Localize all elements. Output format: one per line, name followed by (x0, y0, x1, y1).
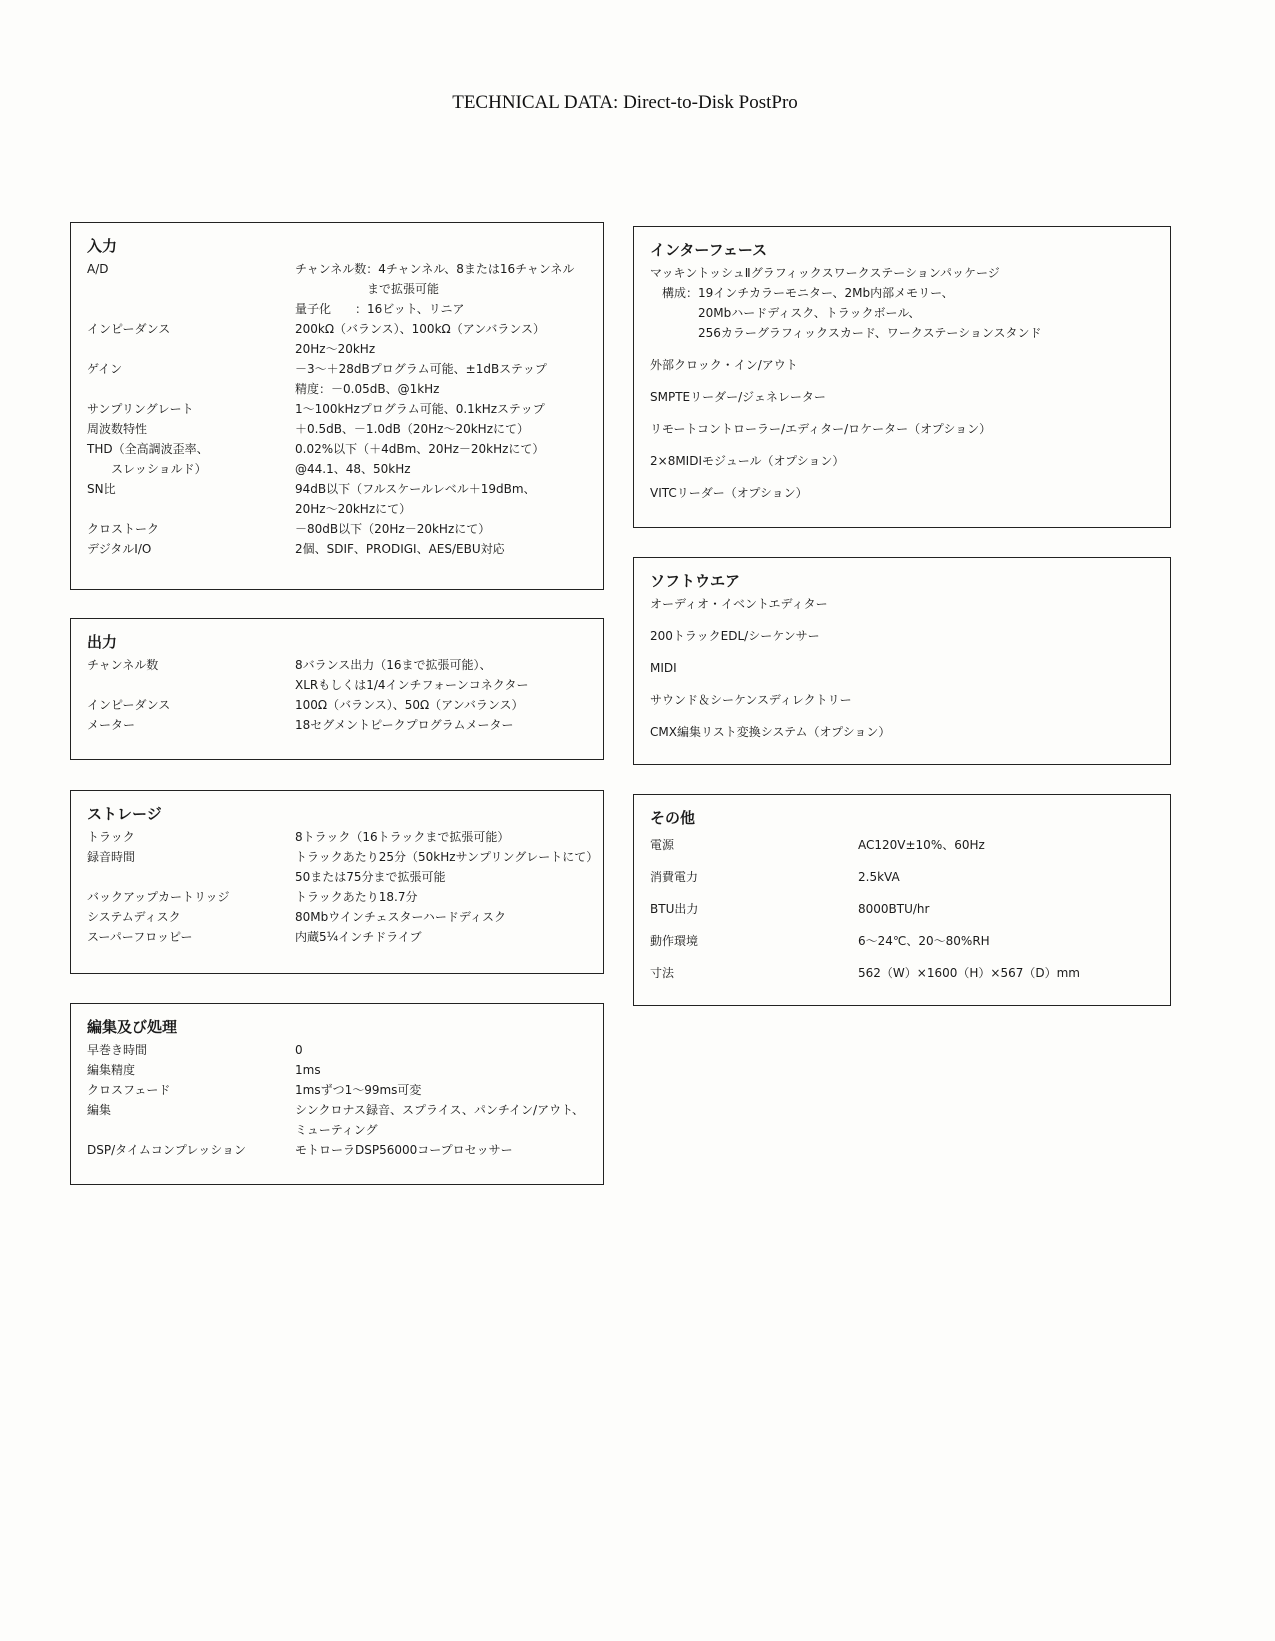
section-heading: 出力 (87, 633, 118, 651)
input-section (70, 222, 604, 590)
spec-value: －80dB以下（20Hz－20kHzにて） (295, 522, 491, 536)
spec-value: トラックあたり18.7分 (295, 890, 418, 904)
spec-value: トラックあたり25分（50kHzサンプリングレートにて） (295, 850, 599, 864)
spec-label: デジタルI/O (87, 542, 152, 556)
list-item: 2×8MIDIモジュール（オプション） (650, 454, 845, 468)
spec-value: 50または75分まで拡張可能 (295, 870, 446, 884)
interface-section (633, 226, 1171, 528)
list-item: マッキントッシュⅡグラフィックスワークステーションパッケージ (650, 266, 1000, 280)
spec-value: XLRもしくは1/4インチフォーンコネクター (295, 678, 529, 692)
section-heading: その他 (650, 809, 696, 827)
spec-label: クロスフェード (87, 1083, 171, 1097)
software-section (633, 557, 1171, 765)
spec-label: 寸法 (650, 966, 675, 980)
spec-value: 200kΩ（バランス）、100kΩ（アンバランス） (295, 322, 546, 336)
spec-label: インピーダンス (87, 698, 171, 712)
list-item: 20Mbハードディスク、トラックボール、 (650, 306, 921, 320)
spec-value: 20Hz～20kHzにて） (295, 502, 412, 516)
list-item: 構成：19インチカラーモニター、2Mb内部メモリー、 (650, 286, 954, 300)
spec-value: 8000BTU/hr (858, 902, 930, 916)
spec-label: 編集 (87, 1103, 112, 1117)
spec-value: チャンネル数：4チャンネル、8または16チャンネル (295, 262, 575, 276)
spec-label: バックアップカートリッジ (87, 890, 230, 904)
spec-label: インピーダンス (87, 322, 171, 336)
spec-label: SN比 (87, 482, 116, 496)
section-heading: ソフトウエア (650, 572, 741, 590)
list-item: オーディオ・イベントエディター (650, 597, 828, 611)
spec-label: BTU出力 (650, 902, 699, 916)
list-item: リモートコントローラー/エディター/ロケーター（オプション） (650, 422, 992, 436)
spec-value: 精度：－0.05dB、@1kHz (295, 382, 440, 396)
section-heading: ストレージ (87, 805, 162, 823)
list-item: CMX編集リスト変換システム（オプション） (650, 725, 891, 739)
storage-section (70, 790, 604, 974)
list-item: 外部クロック・イン/アウト (650, 358, 798, 372)
spec-label: 録音時間 (87, 850, 136, 864)
list-item: VITCリーダー（オプション） (650, 486, 808, 500)
section-heading: 編集及び処理 (87, 1018, 178, 1036)
spec-label: 早巻き時間 (87, 1043, 148, 1057)
spec-label: スーパーフロッピー (87, 930, 193, 944)
spec-value: モトローラDSP56000コープロセッサー (295, 1143, 513, 1157)
spec-value: 20Hz～20kHz (295, 342, 376, 356)
spec-label: ゲイン (87, 362, 123, 376)
spec-label: 電源 (650, 838, 675, 852)
spec-value: 80Mbウインチェスターハードディスク (295, 910, 506, 924)
spec-value: 2.5kVA (858, 870, 900, 884)
spec-label: クロストーク (87, 522, 160, 536)
spec-label: DSP/タイムコンプレッション (87, 1143, 247, 1157)
spec-value: 6～24℃、20～80%RH (858, 934, 990, 948)
spec-value: 2個、SDIF、PRODIGI、AES/EBU対応 (295, 542, 505, 556)
spec-label: 消費電力 (650, 870, 699, 884)
spec-label: A/D (87, 262, 109, 276)
spec-label: システムディスク (87, 910, 181, 924)
spec-value: 100Ω（バランス）、50Ω（アンバランス） (295, 698, 524, 712)
spec-value: 量子化 ：16ビット、リニア (295, 302, 465, 316)
list-item: MIDI (650, 661, 677, 675)
spec-value: 内蔵5¼インチドライブ (295, 930, 422, 944)
spec-value: 8トラック（16トラックまで拡張可能） (295, 830, 510, 844)
spec-value: 1～100kHzプログラム可能、0.1kHzステップ (295, 402, 545, 416)
spec-label: 周波数特性 (87, 422, 148, 436)
section-heading: 入力 (87, 237, 118, 255)
editing-section (70, 1003, 604, 1185)
spec-value: シンクロナス録音、スプライス、パンチイン/アウト、 (295, 1103, 584, 1117)
list-item: 256カラーグラフィックスカード、ワークステーションスタンド (650, 326, 1042, 340)
list-item: 200トラックEDL/シーケンサー (650, 629, 820, 643)
spec-label: THD（全高調波歪率、 スレッショルド） (87, 442, 209, 476)
spec-value: 8バランス出力（16まで拡張可能）、 (295, 658, 492, 672)
spec-label: チャンネル数 (87, 658, 159, 672)
spec-value: AC120V±10%、60Hz (858, 838, 985, 852)
other-section (633, 794, 1171, 1006)
spec-label: メーター (87, 718, 136, 732)
spec-label: 動作環境 (650, 934, 699, 948)
spec-value: 1ms (295, 1063, 321, 1077)
spec-value: 0.02%以下（＋4dBm、20Hz－20kHzにて） (295, 442, 545, 456)
spec-value: 1msずつ1～99ms可変 (295, 1083, 422, 1097)
spec-value: 18セグメントピークプログラムメーター (295, 718, 514, 732)
spec-value: @44.1、48、50kHz (295, 462, 411, 476)
spec-label: サンプリングレート (87, 402, 194, 416)
list-item: サウンド＆シーケンスディレクトリー (650, 693, 852, 707)
section-heading: インターフェース (650, 241, 768, 259)
spec-value: ミューティング (295, 1123, 378, 1137)
list-item: SMPTEリーダー/ジェネレーター (650, 390, 826, 404)
spec-value: 562（W）×1600（H）×567（D）mm (858, 966, 1080, 980)
output-section (70, 618, 604, 760)
spec-value: ＋0.5dB、－1.0dB（20Hz～20kHzにて） (295, 422, 530, 436)
spec-value: 94dB以下（フルスケールレベル＋19dBm、 (295, 482, 536, 496)
spec-value: まで拡張可能 (295, 282, 440, 296)
spec-value: 0 (295, 1043, 303, 1057)
spec-label: 編集精度 (87, 1063, 136, 1077)
page-title: TECHNICAL DATA: Direct-to-Disk PostPro (452, 92, 798, 113)
spec-label: トラック (87, 830, 135, 844)
spec-value: －3～＋28dBプログラム可能、±1dBステップ (295, 362, 547, 376)
